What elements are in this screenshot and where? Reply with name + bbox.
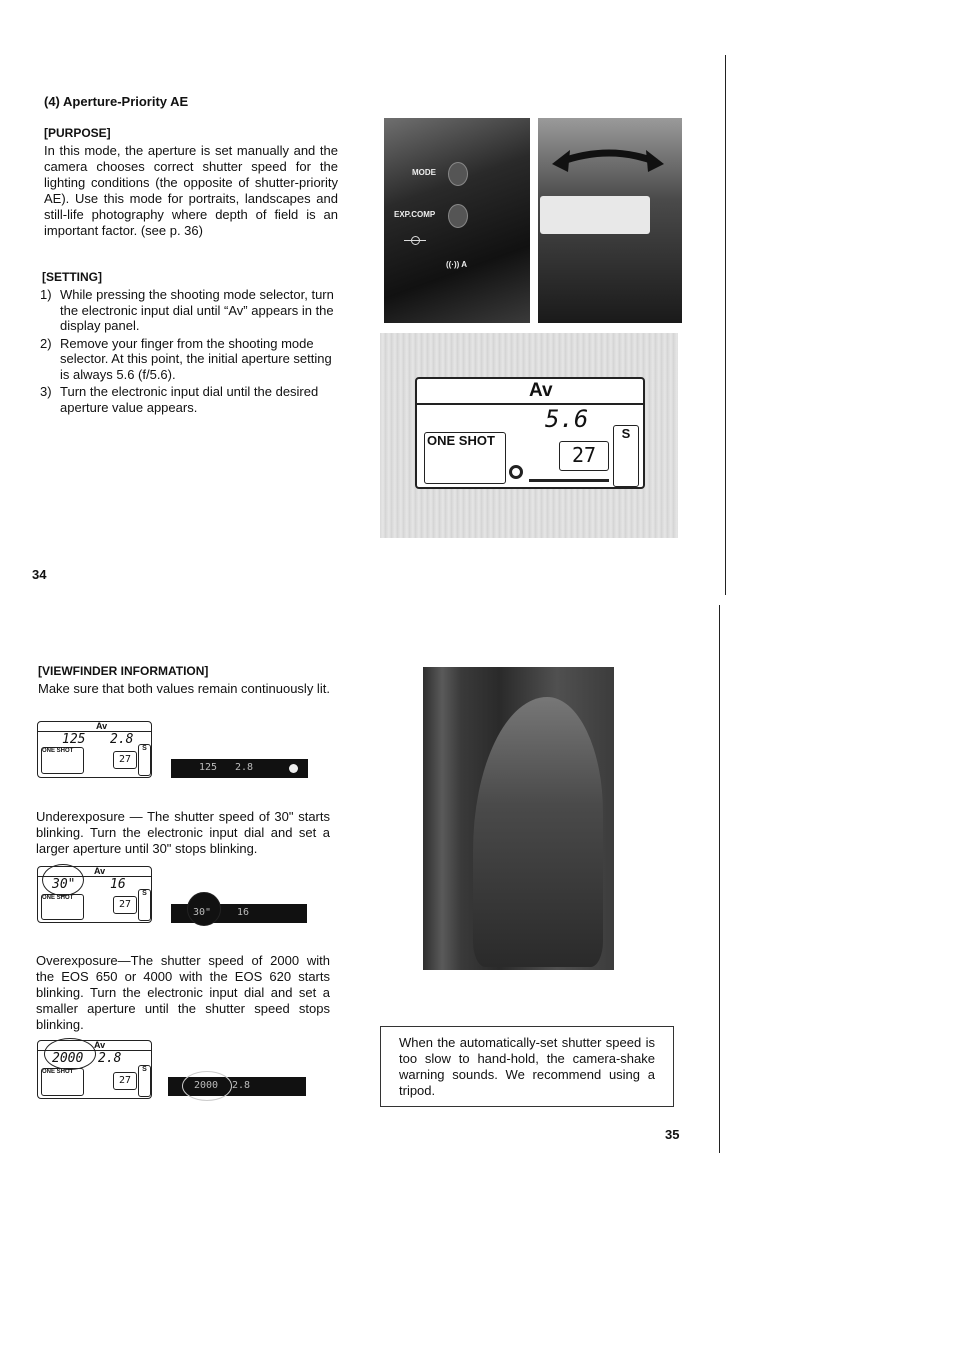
mode-button-icon [448,162,468,186]
grip-body-icon [540,196,650,234]
lcd-display-normal [37,721,152,778]
camera-shake-note: When the automatically-set shutter speed is too slow to hand-hold, the camera-shake warning sounds. We recommend using a tripod. [380,1026,674,1107]
viewfinder-text: Make sure that both values remain continuously lit. [38,681,330,696]
one-shot-indicator: ONE SHOT [41,1068,84,1096]
setting-step: 1) While pressing the shooting mode selector, turn the electronic input dial until “Av” appears in the display panel. [40,287,334,333]
s-indicator: S [613,425,639,487]
setting-steps [40,287,334,417]
page-number-left: 34 [32,567,47,582]
lcd-display-large [415,377,645,489]
frame-counter: 27 [113,1072,137,1090]
one-shot-indicator: ONE SHOT [41,747,84,774]
viewfinder-display-normal [171,759,308,778]
shutter-speed-value: 30" [52,877,76,892]
s-indicator: S [138,889,151,921]
exp-comp-symbol-circle-icon [411,236,420,245]
aperture-value: 2.8 [110,732,134,747]
frame-counter: 27 [113,896,137,914]
overexposure-text: Overexposure—The shutter speed of 2000 with the EOS 650 or 4000 with the EOS 620 starts blinking. Turn the electronic input dial and set a smaller aperture until the shutter speed stops blinking. [36,953,330,1032]
focus-confirm-icon [289,764,298,773]
lcd-display-overexposure [37,1040,152,1099]
purpose-text: In this mode, the aperture is set manually and the camera chooses correct shutter speed for the lighting conditions (the opposite of shutter-priority AE). Use this mode for portraits, landscapes and still-life photography where depth of field is an important factor. (see p. 36) [44,143,338,238]
purpose-heading: [PURPOSE] [44,126,111,140]
camera-mode-dial-photo [384,118,530,323]
vf-aperture: 2.8 [235,762,254,773]
mode-indicator: Av [94,1040,106,1050]
section-heading: (4) Aperture-Priority AE [44,94,189,109]
aperture-value: 16 [110,877,126,892]
setting-step: 2) Remove your finger from the shooting mode selector. At this point, the initial aperture setting is always 5.6 (f/5.6). [40,335,332,382]
exp-comp-label: EXP.COMP [394,210,436,219]
vf-aperture: 16 [237,907,250,918]
vf-shutter-speed: 125 [199,762,218,773]
one-shot-indicator: ONE SHOT [41,894,84,920]
camera-grip-photo [538,118,682,323]
double-arrow-icon [538,128,682,188]
mode-indicator: Av [96,721,108,731]
vf-shutter-speed: 30" [193,907,212,918]
film-cartridge-icon [509,465,523,479]
viewfinder-display-overexposure [168,1077,306,1096]
page-divider-lower [719,605,720,1153]
exp-comp-button-icon [448,204,468,228]
setting-step: 3) Turn the electronic input dial until the desired aperture value appears. [40,384,319,415]
hair-silhouette-icon [473,697,603,967]
mode-indicator: Av [94,866,106,876]
underexposure-text: Underexposure — The shutter speed of 30" starts blinking. Turn the electronic input dial and set a larger aperture until 30" stops blinking. [36,809,330,856]
aperture-value: 2.8 [98,1051,122,1066]
one-shot-indicator: ONE SHOT [424,432,506,484]
film-transport-icon [529,479,609,482]
shutter-speed-value: 2000 [52,1051,84,1066]
dial-label: ((·)) A [446,260,468,269]
frame-counter: 27 [113,751,137,769]
shutter-speed-value: 125 [62,732,86,747]
vf-aperture: 2.8 [232,1080,251,1091]
s-indicator: S [138,1065,151,1097]
viewfinder-heading: [VIEWFINDER INFORMATION] [38,664,209,678]
setting-heading: [SETTING] [42,270,102,284]
aperture-value: 5.6 [545,405,589,433]
s-indicator: S [138,744,151,776]
mode-label: MODE [412,168,436,177]
mode-indicator: Av [529,380,553,401]
vf-shutter-speed: 2000 [194,1080,219,1091]
page-number-right: 35 [665,1127,680,1142]
lcd-display-underexposure [37,866,152,923]
viewfinder-display-underexposure [171,904,307,923]
portrait-photo [423,667,614,970]
page-divider-upper [725,55,726,595]
frame-counter: 27 [559,441,609,471]
